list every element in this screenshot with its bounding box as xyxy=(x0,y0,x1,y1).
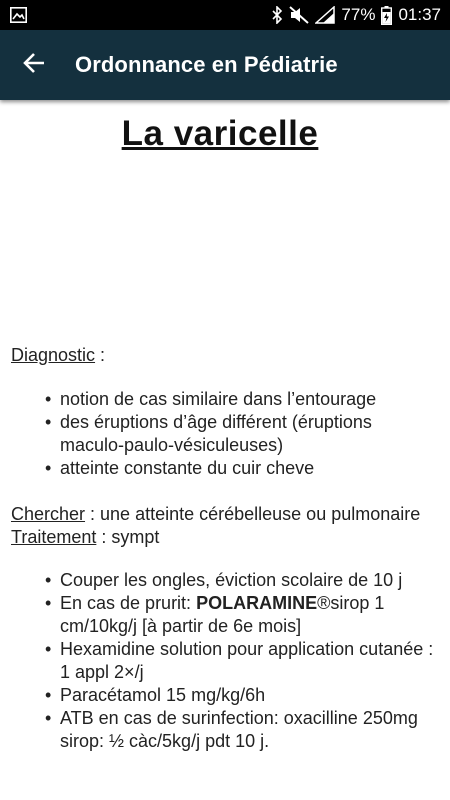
list-item: • Hexamidine solution pour application cutanée : 1 appl 2×/j xyxy=(60,638,440,684)
back-button[interactable] xyxy=(16,47,52,83)
list-item: • notion de cas similaire dans l’entourage xyxy=(60,388,440,411)
traitement-label: Traitement xyxy=(11,527,97,547)
list-item: • des éruptions d’âge différent (éruptions maculo-paulo-vésiculeuses) xyxy=(60,411,440,457)
status-bar xyxy=(0,0,450,30)
diagnostic-list xyxy=(0,388,440,480)
polaramine-text: POLARAMINE xyxy=(196,593,318,613)
list-item: • ATB en cas de surinfection: oxacilline 250mg sirop: ½ càc/5kg/j pdt 10 j. xyxy=(60,707,440,753)
sirop-text: ®sirop 1 cm/10kg/j [à partir de 6e mois] xyxy=(60,593,385,636)
list-item: • atteinte constante du cuir cheve xyxy=(60,457,440,480)
clock: 01:37 xyxy=(398,5,441,24)
chercher-label: Chercher xyxy=(11,504,86,524)
chercher-paragraph xyxy=(11,503,441,549)
traitement-text: : sympt xyxy=(96,527,160,547)
diagnostic-label: Diagnostic xyxy=(11,345,96,365)
diagnostic-colon: : xyxy=(95,345,106,365)
bluetooth-icon xyxy=(271,6,283,24)
treatment-list xyxy=(0,569,440,753)
list-item: • Couper les ongles, éviction scolaire de 10 j xyxy=(60,569,440,592)
list-item xyxy=(60,592,440,638)
app-title: Ordonnance en Pédiatrie xyxy=(75,52,338,77)
battery-charging-icon xyxy=(381,6,392,25)
mute-icon xyxy=(289,6,309,24)
list-item: • Paracétamol 15 mg/kg/6h xyxy=(60,684,440,707)
battery-percent: 77% xyxy=(341,5,376,24)
gallery-icon xyxy=(10,7,27,28)
diagnostic-heading xyxy=(11,344,441,367)
app-bar xyxy=(0,30,450,100)
chercher-text: : une atteinte cérébelleuse ou pulmonaire xyxy=(85,504,421,524)
signal-icon xyxy=(315,6,335,24)
page-title: La varicelle xyxy=(121,114,319,153)
arrow-back-icon xyxy=(23,53,45,78)
prurit-text: En cas de prurit: xyxy=(60,593,197,613)
